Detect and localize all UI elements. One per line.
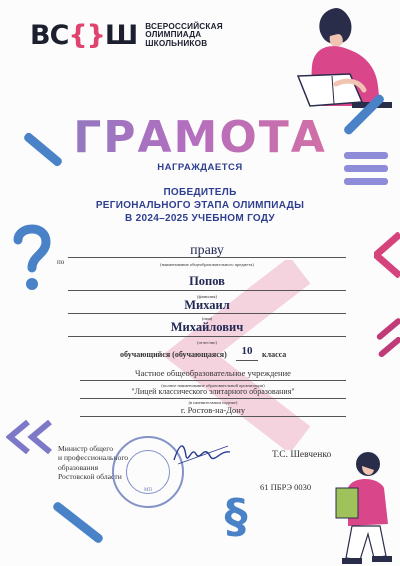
svg-text:§: § [224,489,248,542]
question-mark-icon [12,222,52,294]
name-line [68,313,346,314]
position-line3: образования [58,462,99,472]
subject-value: праву [190,243,224,258]
logo-mark-braces: {} [68,20,105,51]
purple-double-chevron-icon [6,420,58,454]
org-line-1 [80,380,346,381]
blue-slash-bottom [52,500,105,544]
surname-line [68,290,346,291]
girl-with-book-illustration [322,448,400,566]
signatory-name: Т.С. Шевченко [272,450,332,460]
logo-text-line1: ВСЕРОССИЙСКАЯ [145,21,223,31]
org-value-2: "Лицей классического элитарного образования" [131,387,295,396]
name-value: Михаил [184,298,230,312]
grade-suffix: класса [262,350,287,359]
logo-text [145,23,223,49]
patronymic-line [68,336,346,337]
city-value: г. Ростов-на-Дону [180,405,246,415]
olympiad-logo [30,22,223,49]
city-line [80,416,346,417]
subject-caption: (наименование общеобразовательного предмета) [160,262,254,267]
winner-line2: РЕГИОНАЛЬНОГО ЭТАПА ОЛИМПИАДЫ [95,200,305,211]
logo-mark-right: Ш [104,20,138,51]
grade-line [236,360,258,361]
serial-number: 61 ПБРЭ 0030 [260,482,312,492]
logo-mark-left: ВС [30,20,69,51]
patronymic-value: Михайлович [170,320,244,334]
city-caption: (в именительном падеже) [188,400,238,405]
stamp-text: МП [143,488,153,493]
paragraph-section-icon [218,488,254,542]
winner-line3: В 2024–2025 УЧЕБНОМ ГОДУ [125,213,275,224]
org-caption: (полное наименование образовательной организации) [161,383,265,388]
logo-text-line2: ОЛИМПИАДА [145,30,202,40]
surname-caption: (фамилия) [197,294,217,299]
position-line1: Министр общего [58,444,114,453]
winner-line1: ПОБЕДИТЕЛЬ [163,187,237,198]
pink-chevron-right-icon [374,232,400,278]
purple-wave-2 [344,165,388,172]
purple-wave-3 [344,178,388,185]
awarded-label: НАГРАЖДАЕТСЯ [157,162,243,173]
patronymic-caption: (отчество) [197,340,217,345]
logo-text-line3: ШКОЛЬНИКОВ [145,38,208,48]
position-line4: Ростовской области [58,471,122,481]
position-line2: и профессионального [58,453,129,463]
purple-wave-1 [344,152,388,159]
handwritten-signature [170,438,234,468]
surname-value: Попов [189,274,225,288]
grade-value: 10 [241,345,253,357]
name-caption: (имя) [201,316,213,321]
po-label: по [57,258,65,266]
student-prefix: обучающийся (обучающаяся) [120,350,227,359]
org-line-2 [80,398,346,399]
diploma-title: ГРАМОТА [0,112,400,163]
org-value-1: Частное общеобразовательное учреждение [135,368,291,378]
winner-block [0,186,400,225]
logo-mark [30,22,137,49]
